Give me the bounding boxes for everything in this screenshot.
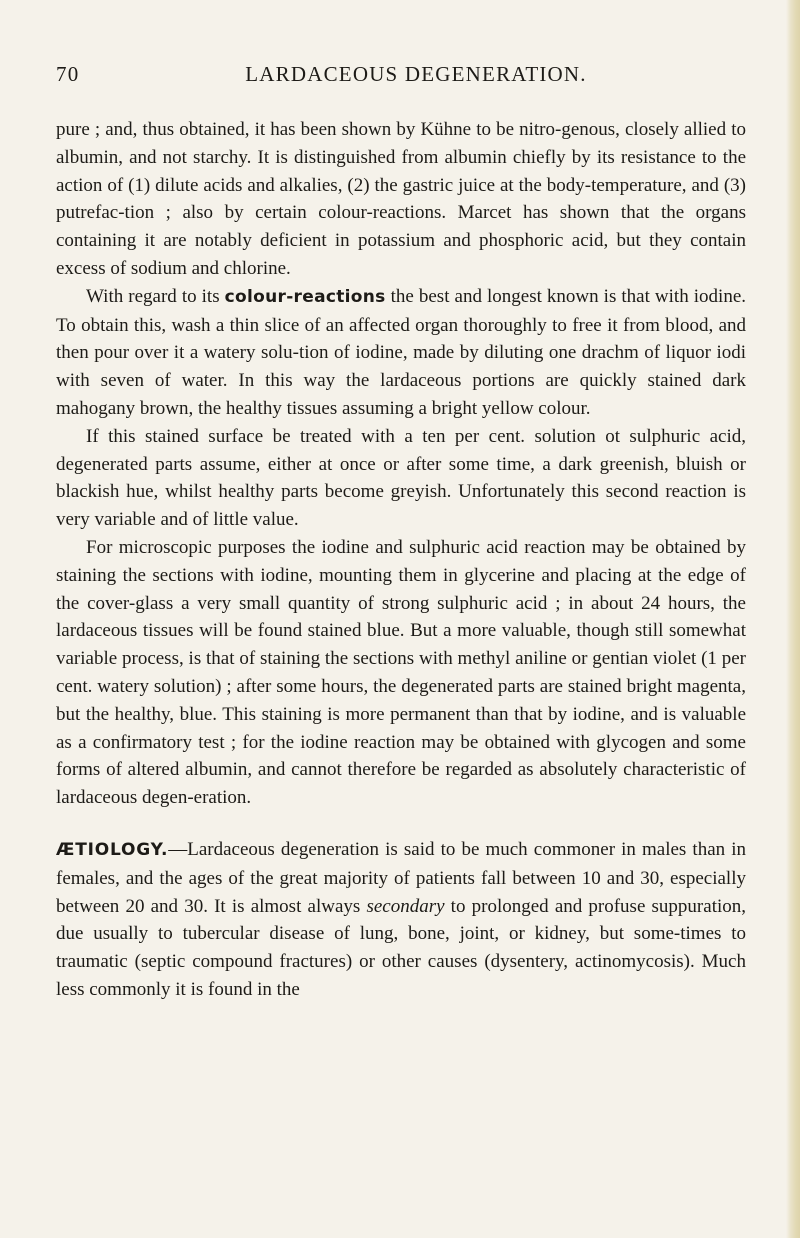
running-title: LARDACEOUS DEGENERATION. <box>245 62 587 86</box>
paragraph-2-lead: With regard to its <box>86 285 225 307</box>
paragraph-1: pure ; and, thus obtained, it has been shown by Kühne to be nitro-genous, closely allied to albumin, and not starchy. It is distinguished from albumin chiefly by its resistance to the action of (1) dilute acids and alkalies, (2) the gastric juice at the body-temperature, and (3) putrefac-tion ; also by certain colour-reactions. Marcet has shown that the organs containing it are notably deficient in potassium and phosphoric acid, but they contain excess of sodium and chlorine. <box>56 119 746 279</box>
body-text <box>56 116 746 1004</box>
aetiology-paragraph <box>56 836 746 1004</box>
book-page <box>56 62 746 1004</box>
paragraph-3: If this stained surface be treated with a ten per cent. solution ot sulphuric acid, degenerated parts assume, either at once or after some time, a dark greenish, bluish or blackish hue, whilst healthy parts become greyish. Unfortunately this second reaction is very variable and of little value. <box>56 425 746 531</box>
colour-reactions-term: colour-reactions <box>224 286 386 307</box>
paragraph-2 <box>56 283 746 423</box>
page-number: 70 <box>56 62 80 86</box>
running-head <box>56 62 746 94</box>
aetiology-heading: ÆTIOLOGY. <box>56 839 169 860</box>
aetiology-lead: —Lardaceous degeneration is said to be much commoner in males than in females, and the ages of the great majority of patients fall between 10 and 30, especially between 20 and 30. It is almost always <box>56 838 746 917</box>
aetiology-rest: to prolonged and profuse suppuration, due usually to tubercular disease of lung, bone, joint, or kidney, but some-times to traumatic (septic compound fractures) or other causes (dysentery, actinomycosis). Much less commonly it is found in the <box>56 895 747 1000</box>
paragraph-4: For microscopic purposes the iodine and sulphuric acid reaction may be obtained by staining the sections with iodine, mounting them in glycerine and placing at the edge of the cover-glass a very small quantity of strong sulphuric acid ; in about 24 hours, the lardaceous tissues will be found stained blue. But a more valuable, though still somewhat variable process, is that of staining the sections with methyl aniline or gentian violet (1 per cent. watery solution) ; after some hours, the degenerated parts are stained bright magenta, but the healthy, blue. This staining is more permanent than that by iodine, and is valuable as a confirmatory test ; for the iodine reaction may be obtained with glycogen and some forms of altered albumin, and cannot therefore be regarded as absolutely characteristic of lardaceous degen-eration. <box>56 536 746 809</box>
secondary-term: secondary <box>366 895 445 917</box>
paragraph-2-rest: the best and longest known is that with iodine. To obtain this, wash a thin slice of an affected organ thoroughly to free it from blood, and then pour over it a watery solu-tion of iodine, made by diluting one drachm of liquor iodi with seven of water. In this way the lardaceous portions are quickly stained dark mahogany brown, the healthy tissues assuming a bright yellow colour. <box>56 285 746 419</box>
page-edge <box>786 0 800 1238</box>
